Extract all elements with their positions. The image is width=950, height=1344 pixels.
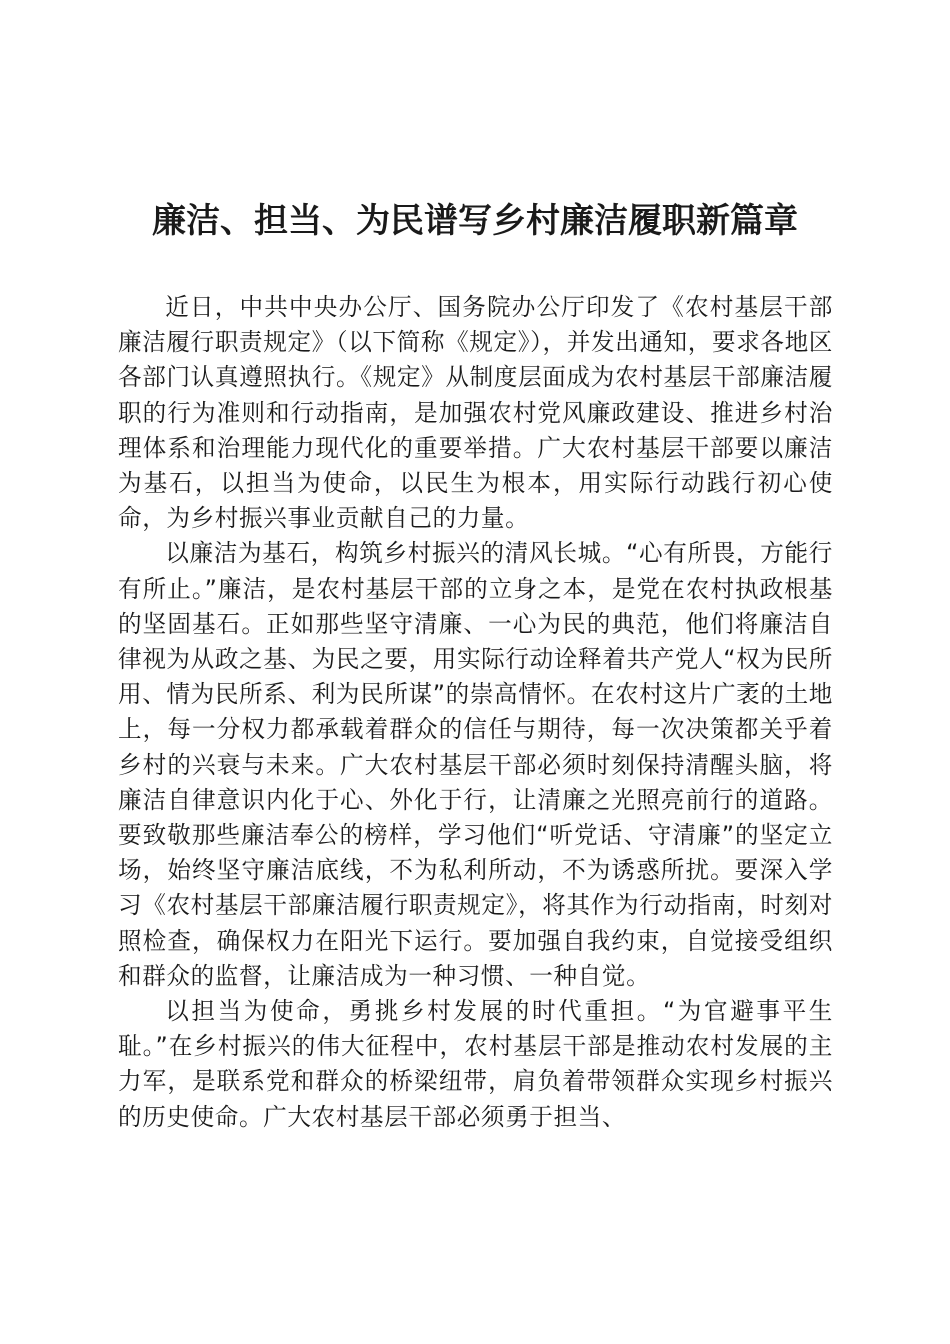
- paragraph: 以廉洁为基石，构筑乡村振兴的清风长城。“心有所畏，方能行有所止。”廉洁，是农村基层干部的立身之本，是党在农村执政根基的坚固基石。正如那些坚守清廉、一心为民的典范，他们将廉洁自律视为从政之基、为民之要，用实际行动诠释着共产党人“权为民所用、情为民所系、利为民所谋”的崇高情怀。在农村这片广袤的土地上，每一分权力都承载着群众的信任与期待，每一次决策都关乎着乡村的兴衰与未来。广大农村基层干部必须时刻保持清醒头脑，将廉洁自律意识内化于心、外化于行，让清廉之光照亮前行的道路。要致敬那些廉洁奉公的榜样，学习他们“听党话、守清廉”的坚定立场，始终坚守廉洁底线，不为私利所动，不为诱惑所扰。要深入学习《农村基层干部廉洁履行职责规定》，将其作为行动指南，时刻对照检查，确保权力在阳光下运行。要加强自我约束，自觉接受组织和群众的监督，让廉洁成为一种习惯、一种自觉。: [118, 539, 833, 990]
- document-body: [118, 290, 833, 1135]
- document-title: 廉洁、担当、为民谱写乡村廉洁履职新篇章: [152, 201, 798, 241]
- paragraph: 近日，中共中央办公厅、国务院办公厅印发了《农村基层干部廉洁履行职责规定》（以下简称《规定》），并发出通知，要求各地区各部门认真遵照执行。《规定》从制度层面成为农村基层干部廉洁履职的行为准则和行动指南，是加强农村党风廉政建设、推进乡村治理体系和治理能力现代化的重要举措。广大农村基层干部要以廉洁为基石，以担当为使命，以民生为根本，用实际行动践行初心使命，为乡村振兴事业贡献自己的力量。: [118, 293, 833, 533]
- paragraph: 以担当为使命，勇挑乡村发展的时代重担。“为官避事平生耻。”在乡村振兴的伟大征程中，农村基层干部是推动农村发展的主力军，是联系党和群众的桥梁纽带，肩负着带领群众实现乡村振兴的历史使命。广大农村基层干部必须勇于担当、: [118, 997, 833, 1131]
